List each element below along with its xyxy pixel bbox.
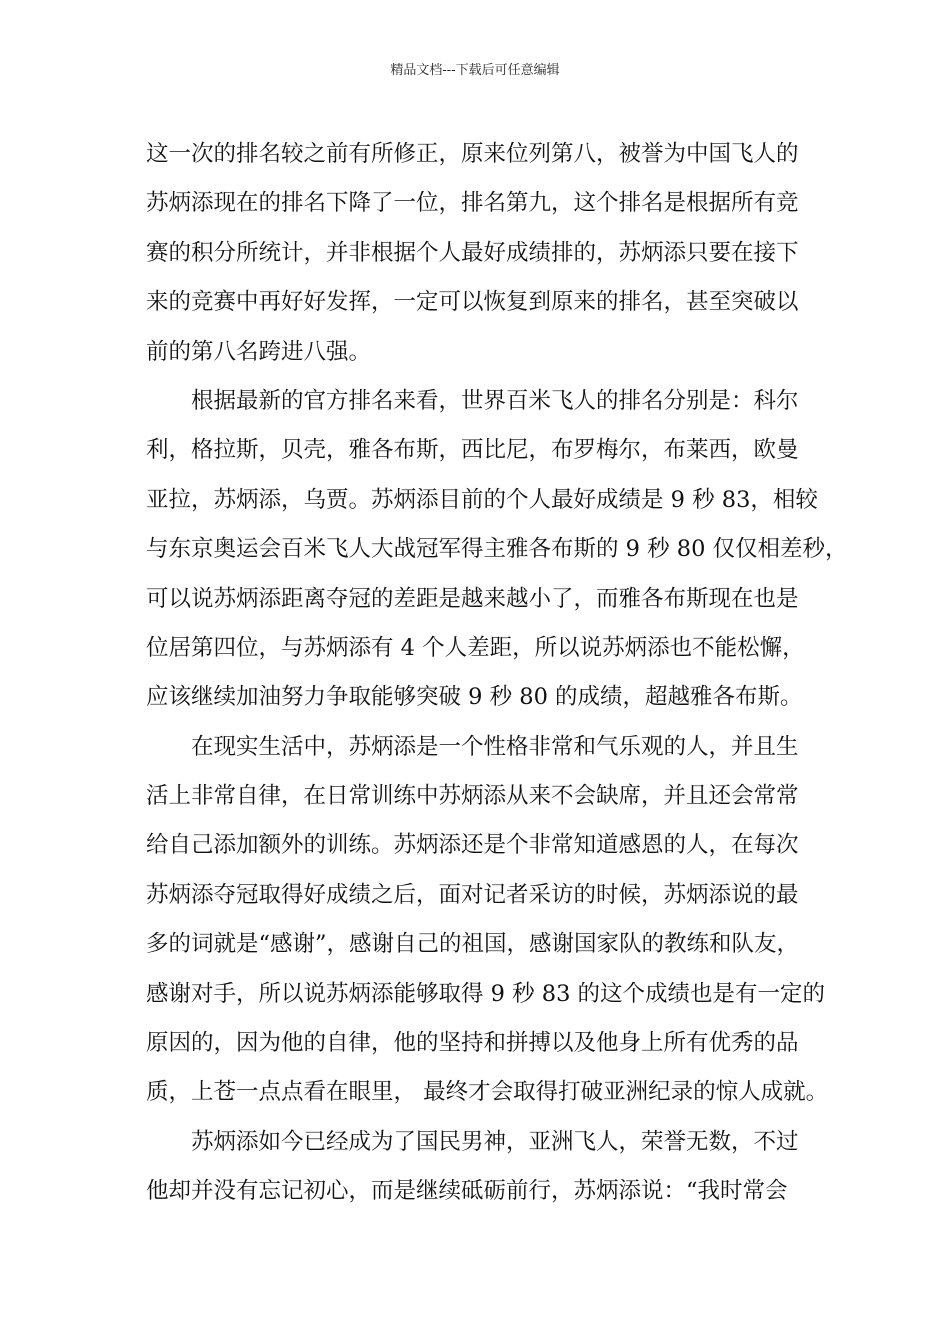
text-line: 与东京奥运会百米飞人大战冠军得主雅各布斯的 9 秒 80 仅仅相差秒，	[146, 536, 848, 563]
text-line: 质，上苍一点点看在眼里， 最终才会取得打破亚洲纪录的惊人成就。	[146, 1079, 829, 1106]
text-line: 赛的积分所统计，并非根据个人最好成绩排的，苏炳添只要在接下	[146, 239, 799, 266]
text-line: 在现实生活中，苏炳添是一个性格非常和气乐观的人，并且生	[191, 733, 799, 760]
text-line: 感谢对手，所以说苏炳添能够取得 9 秒 83 的这个成绩也是有一定的	[146, 980, 826, 1007]
text-line: 利，格拉斯，贝壳，雅各布斯，西比尼，布罗梅尔，布莱西，欧曼	[146, 437, 799, 464]
text-line: 亚拉，苏炳添，乌贾。苏炳添目前的个人最好成绩是 9 秒 83，相较	[146, 486, 818, 513]
text-line: 苏炳添夺冠取得好成绩之后，面对记者采访的时候，苏炳添说的最	[146, 881, 799, 908]
text-line: 活上非常自律，在日常训练中苏炳添从来不会缺席，并且还会常常	[146, 783, 799, 810]
text-line: 给自己添加额外的训练。苏炳添还是个非常知道感恩的人，在每次	[146, 832, 799, 859]
paragraph	[146, 130, 820, 377]
text-line: 来的竞赛中再好好发挥，一定可以恢复到原来的排名，甚至突破以	[146, 289, 799, 316]
text-line: 位居第四位，与苏炳添有 4 个人差距，所以说苏炳添也不能松懈，	[146, 634, 805, 661]
text-line: 苏炳添现在的排名下降了一位，排名第九，这个排名是根据所有竞	[146, 190, 799, 217]
text-line: 这一次的排名较之前有所修正，原来位列第八，被誉为中国飞人的	[146, 141, 799, 167]
text-line: 根据最新的官方排名来看，世界百米飞人的排名分别是：科尔	[191, 387, 799, 414]
paragraph	[146, 377, 848, 723]
text-line: 原因的，因为他的自律，他的坚持和拼搏以及他身上所有优秀的品	[146, 1030, 799, 1057]
text-line: 多的词就是“感谢”，感谢自己的祖国，感谢国家队的教练和队友，	[146, 931, 800, 958]
paragraph	[146, 723, 829, 1118]
page-header: 精品文档---下载后可任意编辑	[390, 63, 560, 78]
text-line: 前的第八名跨进八强。	[146, 338, 372, 365]
paragraph	[146, 1118, 820, 1217]
text-line: 应该继续加油努力争取能够突破 9 秒 80 的成绩，超越雅各布斯。	[146, 684, 803, 711]
text-line: 可以说苏炳添距离夺冠的差距是越来越小了，而雅各布斯现在也是	[146, 585, 799, 612]
document-body	[146, 130, 848, 1217]
text-line: 苏炳添如今已经成为了国民男神，亚洲飞人，荣誉无数，不过	[191, 1128, 799, 1155]
text-line: 他却并没有忘记初心，而是继续砥砺前行，苏炳添说：“我时常会	[146, 1178, 788, 1205]
